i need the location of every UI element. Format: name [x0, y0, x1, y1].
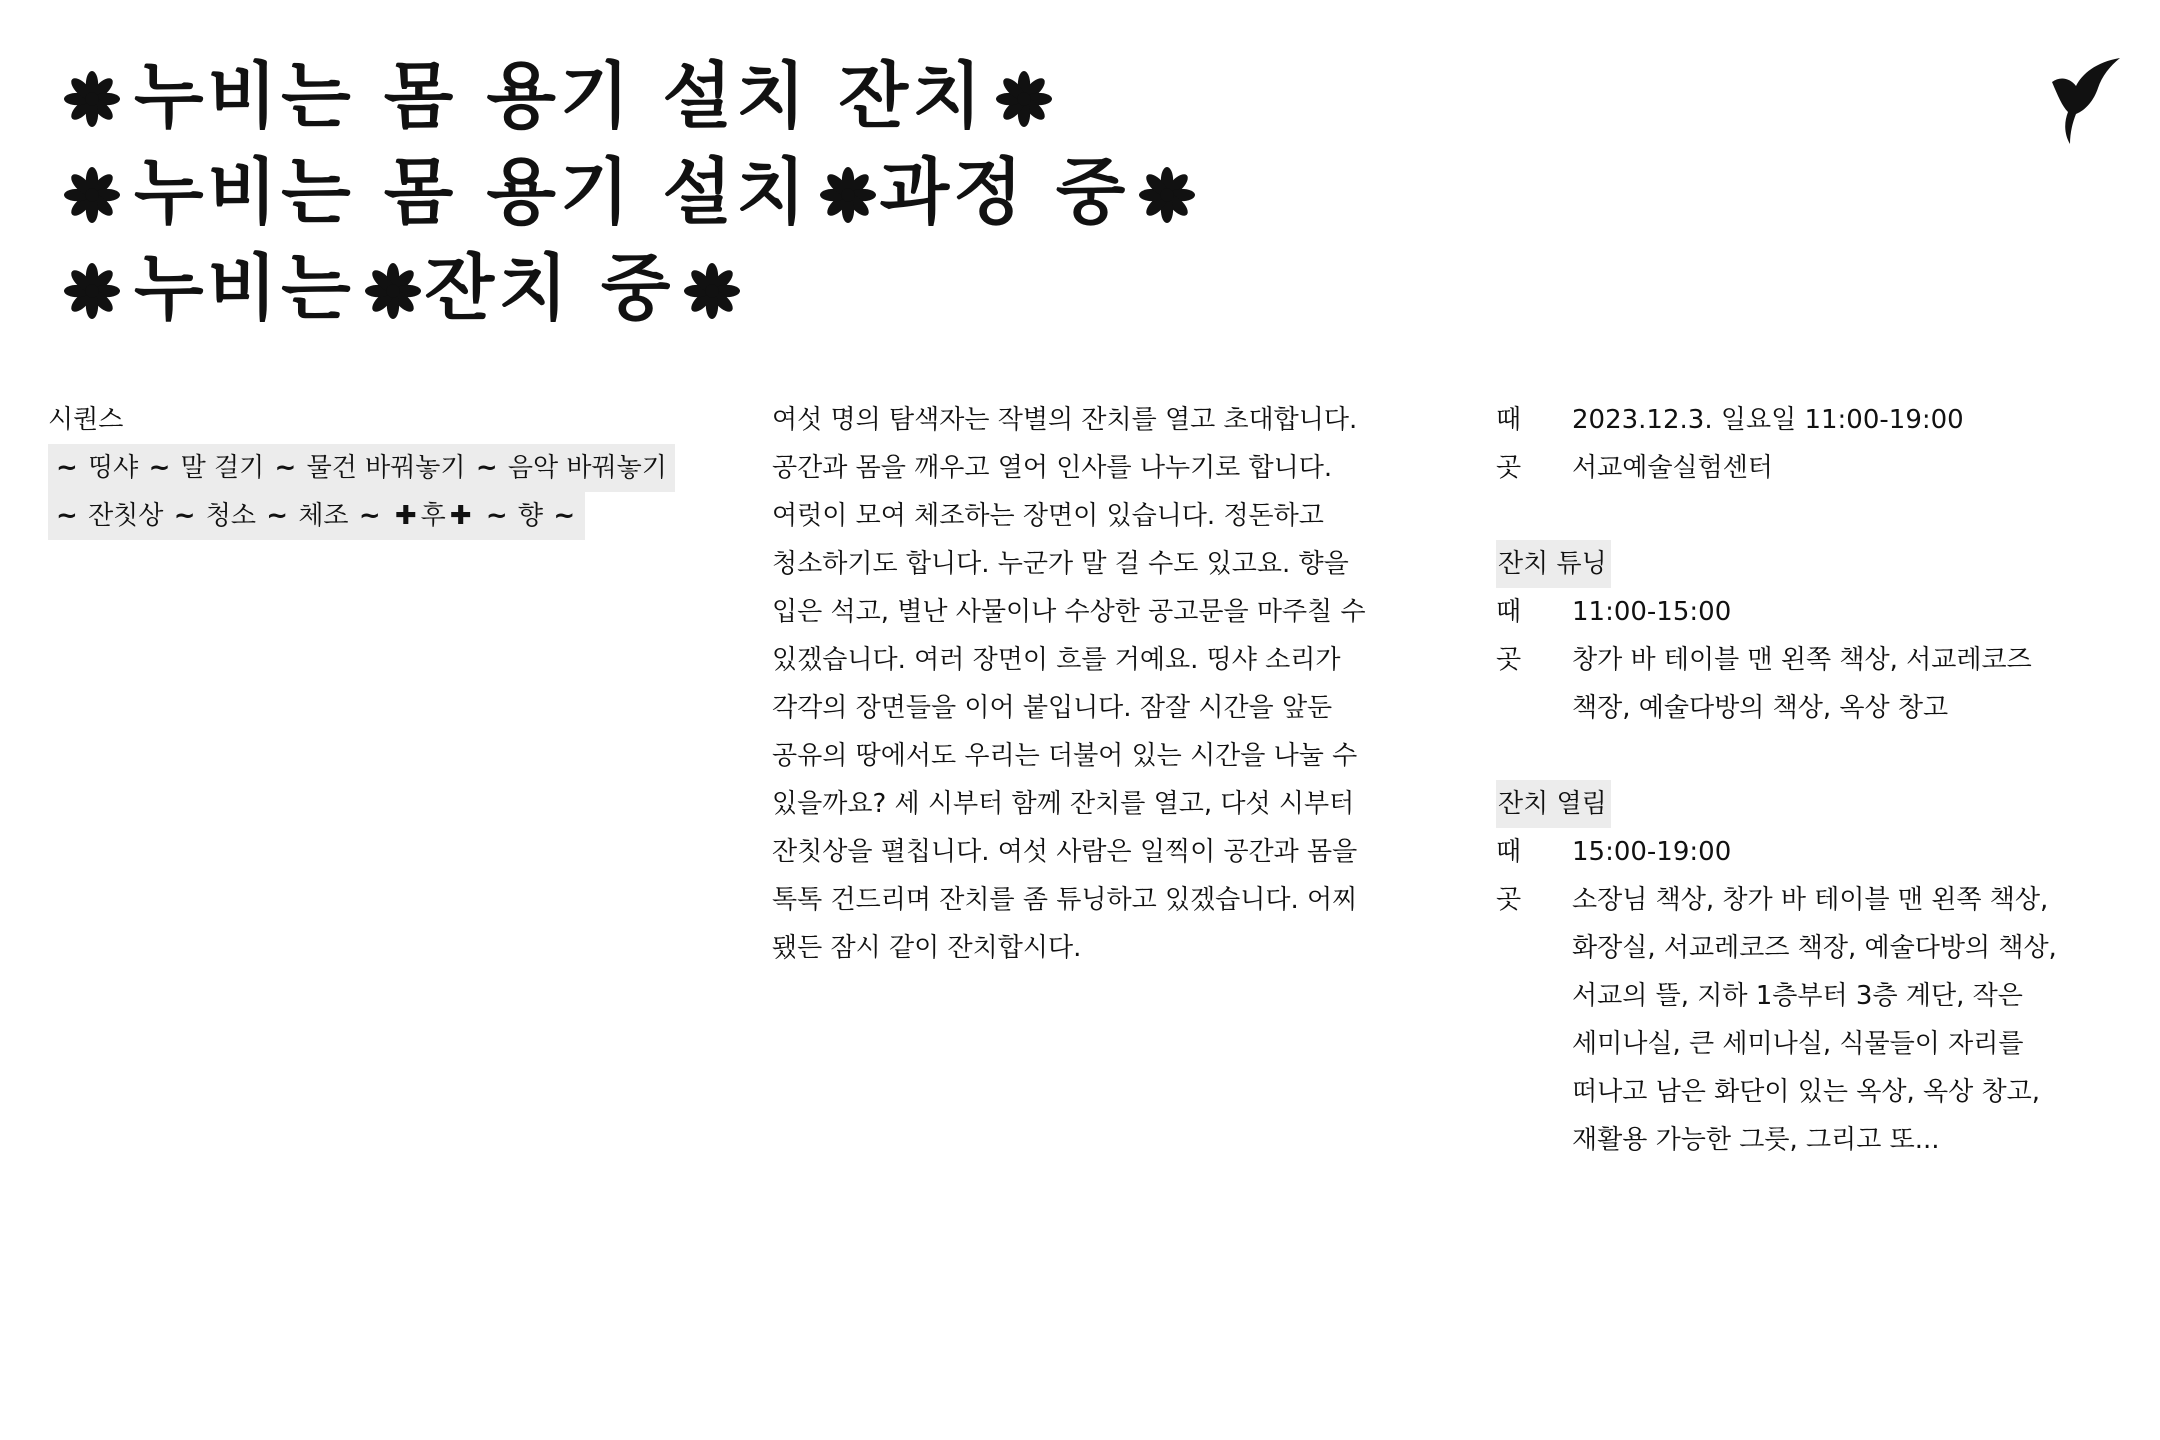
sequence-item: 체조 [298, 501, 349, 531]
section-heading-tuning: 잔치 튜닝 [1496, 540, 1611, 588]
where-row [1496, 876, 2126, 1164]
where-line: 떠나고 남은 화단이 있는 옥상, 옥상 창고, [1572, 1077, 2040, 1107]
description-line: 입은 석고, 별난 사물이나 수상한 공고문을 마주칠 수 [772, 597, 1366, 627]
sequence-item: 음악 바꿔놓기 [507, 453, 667, 483]
asterisk-flower-icon [1139, 167, 1195, 223]
description-line: 있겠습니다. 여러 장면이 흐를 거예요. 띵샤 소리가 [772, 645, 1341, 675]
sequence-item: 띵샤 [88, 453, 139, 483]
asterisk-flower-icon [820, 167, 876, 223]
tilde-icon: ~ [358, 501, 381, 531]
tilde-icon: ~ [173, 501, 196, 531]
tilde-icon: ~ [56, 501, 78, 531]
title-text: 누비는 몸 용기 설치 잔치 [134, 54, 986, 138]
title-block [64, 48, 1764, 336]
where-row [1496, 444, 2126, 492]
title-text: 누비는 [134, 246, 355, 330]
title-line-3 [64, 240, 1764, 336]
title-line-1 [64, 48, 1764, 144]
when-label: 때 [1496, 597, 1522, 627]
when-value: 2023.12.3. 일요일 11:00-19:00 [1572, 405, 1964, 435]
info-section [1496, 396, 2126, 1164]
sequence-label: 시퀀스 [48, 405, 124, 435]
tilde-icon: ~ [56, 453, 78, 483]
description-line: 있을까요? 세 시부터 함께 잔치를 열고, 다섯 시부터 [772, 789, 1355, 819]
tilde-icon: ~ [553, 501, 576, 531]
where-line: 창가 바 테이블 맨 왼쪽 책상, 서교레코즈 [1572, 645, 2032, 675]
where-row [1496, 636, 2126, 732]
where-value: 서교예술실험센터 [1572, 453, 1773, 483]
bird-logo-icon [2046, 56, 2122, 144]
description-line: 여섯 명의 탐색자는 작별의 잔치를 열고 초대합니다. [772, 405, 1358, 435]
description-line: 잔칫상을 펼칩니다. 여섯 사람은 일찍이 공간과 몸을 [772, 837, 1358, 867]
description-line: 여럿이 모여 체조하는 장면이 있습니다. 정돈하고 [772, 501, 1324, 531]
where-label: 곳 [1496, 885, 1522, 915]
plus-icon: ✚ [449, 501, 472, 531]
when-row [1496, 588, 2126, 636]
when-row [1496, 396, 2126, 444]
when-label: 때 [1496, 837, 1522, 867]
sequence-section [48, 396, 728, 540]
sequence-item: 청소 [205, 501, 256, 531]
sequence-item: 후 [420, 501, 446, 531]
title-line-2 [64, 144, 1764, 240]
description-line: 공간과 몸을 깨우고 열어 인사를 나누기로 합니다. [772, 453, 1333, 483]
asterisk-flower-icon [365, 263, 421, 319]
title-text: 누비는 몸 용기 설치 [134, 150, 810, 234]
description-line: 됐든 잠시 같이 잔치합시다. [772, 933, 1082, 963]
sequence-item: 물건 바꿔놓기 [306, 453, 466, 483]
asterisk-flower-icon [684, 263, 740, 319]
when-row [1496, 828, 2126, 876]
where-line: 소장님 책상, 창가 바 테이블 맨 왼쪽 책상, [1572, 885, 2049, 915]
tilde-icon: ~ [148, 453, 171, 483]
where-value [1572, 636, 2126, 732]
where-label: 곳 [1496, 453, 1522, 483]
tilde-icon: ~ [274, 453, 297, 483]
where-line: 세미나실, 큰 세미나실, 식물들이 자리를 [1572, 1029, 2024, 1059]
when-label: 때 [1496, 405, 1522, 435]
tilde-icon: ~ [485, 501, 508, 531]
asterisk-flower-icon [64, 167, 120, 223]
title-text: 잔치 중 [424, 246, 675, 330]
asterisk-flower-icon [64, 263, 120, 319]
description-line: 공유의 땅에서도 우리는 더불어 있는 시간을 나눌 수 [772, 741, 1358, 771]
description-line: 톡톡 건드리며 잔치를 좀 튜닝하고 있겠습니다. 어찌 [772, 885, 1358, 915]
tilde-icon: ~ [475, 453, 498, 483]
description-line: 청소하기도 합니다. 누군가 말 걸 수도 있고요. 향을 [772, 549, 1349, 579]
sequence-item: 향 [517, 501, 544, 531]
asterisk-flower-icon [64, 71, 120, 127]
where-line: 서교의 뜰, 지하 1층부터 3층 계단, 작은 [1572, 981, 2023, 1011]
where-line: 화장실, 서교레코즈 책장, 예술다방의 책상, [1572, 933, 2057, 963]
sequence-item: 잔칫상 [88, 501, 164, 531]
sequence-row-1 [48, 444, 675, 492]
where-line: 재활용 가능한 그릇, 그리고 또... [1572, 1125, 1940, 1155]
title-text: 과정 중 [879, 150, 1130, 234]
where-label: 곳 [1496, 645, 1522, 675]
plus-icon: ✚ [394, 501, 417, 531]
sequence-item: 말 걸기 [180, 453, 265, 483]
where-line: 책장, 예술다방의 책상, 옥상 창고 [1572, 693, 1949, 723]
tilde-icon: ~ [266, 501, 289, 531]
description-section [772, 396, 1412, 972]
section-heading-opening: 잔치 열림 [1496, 780, 1611, 828]
description-line: 각각의 장면들을 이어 붙입니다. 잠잘 시간을 앞둔 [772, 693, 1333, 723]
when-value: 15:00-19:00 [1572, 837, 1732, 867]
sequence-row-2 [48, 492, 585, 540]
asterisk-flower-icon [996, 71, 1052, 127]
where-value [1572, 876, 2126, 1164]
when-value: 11:00-15:00 [1572, 597, 1732, 627]
